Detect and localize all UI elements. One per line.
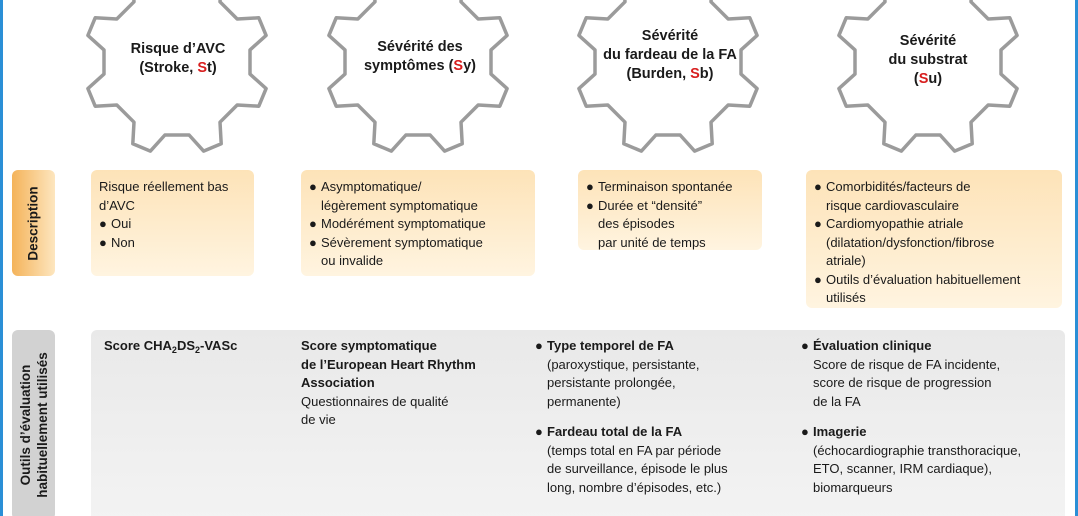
score-text: Score CHA	[104, 338, 172, 353]
tools-column-burden	[535, 337, 785, 497]
bullet-icon: ●	[309, 216, 317, 231]
tools-column-symptoms	[301, 337, 521, 430]
gear-abbr-rest: b	[699, 66, 709, 82]
bullet-icon: ●	[309, 234, 317, 250]
list-item	[814, 215, 1054, 234]
list-item-continuation: utilisés	[826, 290, 866, 305]
tools-text: biomarqueurs	[813, 479, 893, 495]
gear-title-abbr-line	[88, 59, 268, 78]
gear-abbr-rest: u	[928, 71, 938, 87]
list-item-text: Asymptomatique/	[321, 179, 422, 194]
tools-heading: de l’European Heart Rhythm	[301, 356, 476, 372]
bullet-icon: ●	[586, 179, 594, 194]
tools-text: long, nombre d’épisodes, etc.)	[547, 479, 722, 495]
bullet-icon: ●	[99, 216, 107, 231]
list-item-continuation: des épisodes	[598, 216, 675, 231]
gear-title-text: )	[937, 71, 943, 87]
gear-title-text: symptômes (	[363, 58, 454, 74]
score-chadsvasc	[104, 337, 284, 356]
bullet-icon: ●	[814, 179, 822, 194]
bullet-icon: ●	[801, 338, 809, 353]
list-item-text: Terminaison spontanée	[598, 179, 733, 194]
list-item-text: Comorbidités/facteurs de	[826, 179, 971, 194]
tools-text: persistante prolongée,	[547, 375, 676, 390]
list-item-text: Non	[111, 234, 135, 250]
gear-title-line: Sévérité	[641, 28, 699, 44]
side-label-line: habituellement utilisés	[34, 352, 50, 498]
gear-abbr-letter: S	[197, 60, 207, 76]
list-item	[814, 178, 1054, 197]
tools-text: Questionnaires de qualité	[301, 393, 449, 409]
gear-title-text: )	[211, 60, 217, 76]
list-item-continuation: par unité de temps	[598, 234, 706, 250]
gear-title-burden	[570, 27, 770, 84]
list-item-text: Oui	[111, 216, 132, 231]
list-item	[99, 234, 246, 253]
tools-text: permanente)	[547, 393, 621, 409]
gear-title-line: du substrat	[888, 52, 968, 68]
list-item	[309, 215, 527, 234]
spacer	[535, 411, 785, 423]
side-label-line: Outils d’évaluation	[17, 364, 33, 486]
list-item-text: Cardiomyopathie atriale	[826, 216, 964, 231]
gear-title-symptoms	[330, 38, 510, 76]
description-box-burden	[578, 170, 762, 250]
bullet-icon: ●	[535, 338, 543, 353]
gear-title-text: )	[471, 58, 477, 74]
bullet-icon: ●	[586, 197, 594, 213]
description-text: d’AVC	[99, 197, 135, 213]
gear-title-line: Sévérité des	[377, 39, 463, 55]
list-item	[586, 178, 754, 197]
score-subscript: 2	[171, 345, 177, 355]
description-box-substrate	[806, 170, 1062, 308]
list-item-continuation: atriale)	[826, 253, 866, 268]
bullet-icon: ●	[814, 216, 822, 231]
list-item	[814, 271, 1054, 290]
tools-heading: Score symptomatique	[301, 338, 437, 353]
tools-heading: Évaluation clinique	[813, 338, 932, 353]
bullet-icon: ●	[99, 234, 107, 250]
tools-text: ETO, scanner, IRM cardiaque),	[813, 461, 992, 476]
gear-title-stroke	[88, 40, 268, 78]
tools-column-substrate	[801, 337, 1066, 497]
tools-text: Score de risque de FA incidente,	[813, 356, 1001, 372]
tools-text: (temps total en FA par période	[547, 442, 722, 458]
tools-text: de surveillance, épisode le plus	[547, 461, 728, 476]
description-box-symptoms	[301, 170, 535, 276]
bullet-icon: ●	[535, 424, 543, 439]
spacer	[801, 411, 1066, 423]
tools-heading: Fardeau total de la FA	[547, 424, 683, 439]
list-item	[309, 234, 527, 253]
side-label-tools	[12, 330, 55, 516]
gear-abbr-rest: t	[207, 60, 212, 76]
list-item-text: Outils d’évaluation habituellement	[826, 271, 1021, 287]
score-text: DS	[176, 338, 195, 353]
list-item	[535, 337, 785, 356]
description-box-stroke	[91, 170, 254, 276]
gear-abbr-letter: S	[690, 66, 700, 82]
gear-abbr-letter: S	[453, 58, 464, 74]
gear-title-text: (	[913, 71, 919, 87]
list-item-continuation: ou invalide	[321, 253, 384, 268]
side-label-text: Description	[26, 185, 42, 261]
list-item	[99, 215, 246, 234]
list-item-text: Durée et “densité”	[598, 197, 703, 213]
tools-heading: Association	[301, 375, 375, 390]
score-subscript: 2	[195, 345, 201, 355]
score-text: -VASc	[200, 338, 238, 353]
tools-heading: Imagerie	[813, 424, 867, 439]
tools-heading: Type temporel de FA	[547, 338, 674, 353]
gear-title-text: (Stroke,	[139, 60, 198, 76]
description-text: Risque réellement bas	[99, 179, 229, 194]
gear-title-substrate	[838, 32, 1018, 89]
list-item-text: Modérément symptomatique	[321, 216, 486, 231]
gear-abbr-letter: S	[918, 71, 929, 87]
list-item-continuation: légèrement symptomatique	[321, 197, 478, 213]
tools-text: (paroxystique, persistante,	[547, 356, 700, 372]
tools-column-stroke	[104, 337, 284, 356]
gear-abbr-rest: y	[463, 58, 472, 74]
list-item	[309, 178, 527, 197]
bullet-icon: ●	[814, 271, 822, 287]
tools-text: de la FA	[813, 393, 861, 409]
gear-title-text: (Burden,	[626, 66, 691, 82]
gear-title-line: Sévérité	[899, 33, 957, 49]
gear-title-abbr-line	[838, 70, 1018, 89]
gear-title-text: )	[708, 66, 714, 82]
list-item	[535, 423, 785, 442]
tools-text: (échocardiographie transthoracique,	[813, 442, 1022, 458]
list-item-text: Sévèrement symptomatique	[321, 234, 483, 250]
gear-title-abbr-line	[570, 65, 770, 84]
bullet-icon: ●	[309, 179, 317, 194]
list-item	[801, 337, 1066, 356]
list-item	[586, 197, 754, 216]
tools-text: score de risque de progression	[813, 375, 992, 390]
gear-title-line: Risque d’AVC	[130, 41, 226, 57]
tools-text: de vie	[301, 412, 336, 427]
list-item	[801, 423, 1066, 442]
list-item-continuation: (dilatation/dysfonction/fibrose	[826, 234, 995, 250]
list-item-continuation: risque cardiovasculaire	[826, 197, 959, 213]
gear-title-line: du fardeau de la FA	[603, 47, 737, 63]
gear-title-abbr-line	[330, 57, 510, 76]
side-label-text	[17, 352, 51, 498]
bullet-icon: ●	[801, 424, 809, 439]
side-label-description	[12, 170, 55, 276]
